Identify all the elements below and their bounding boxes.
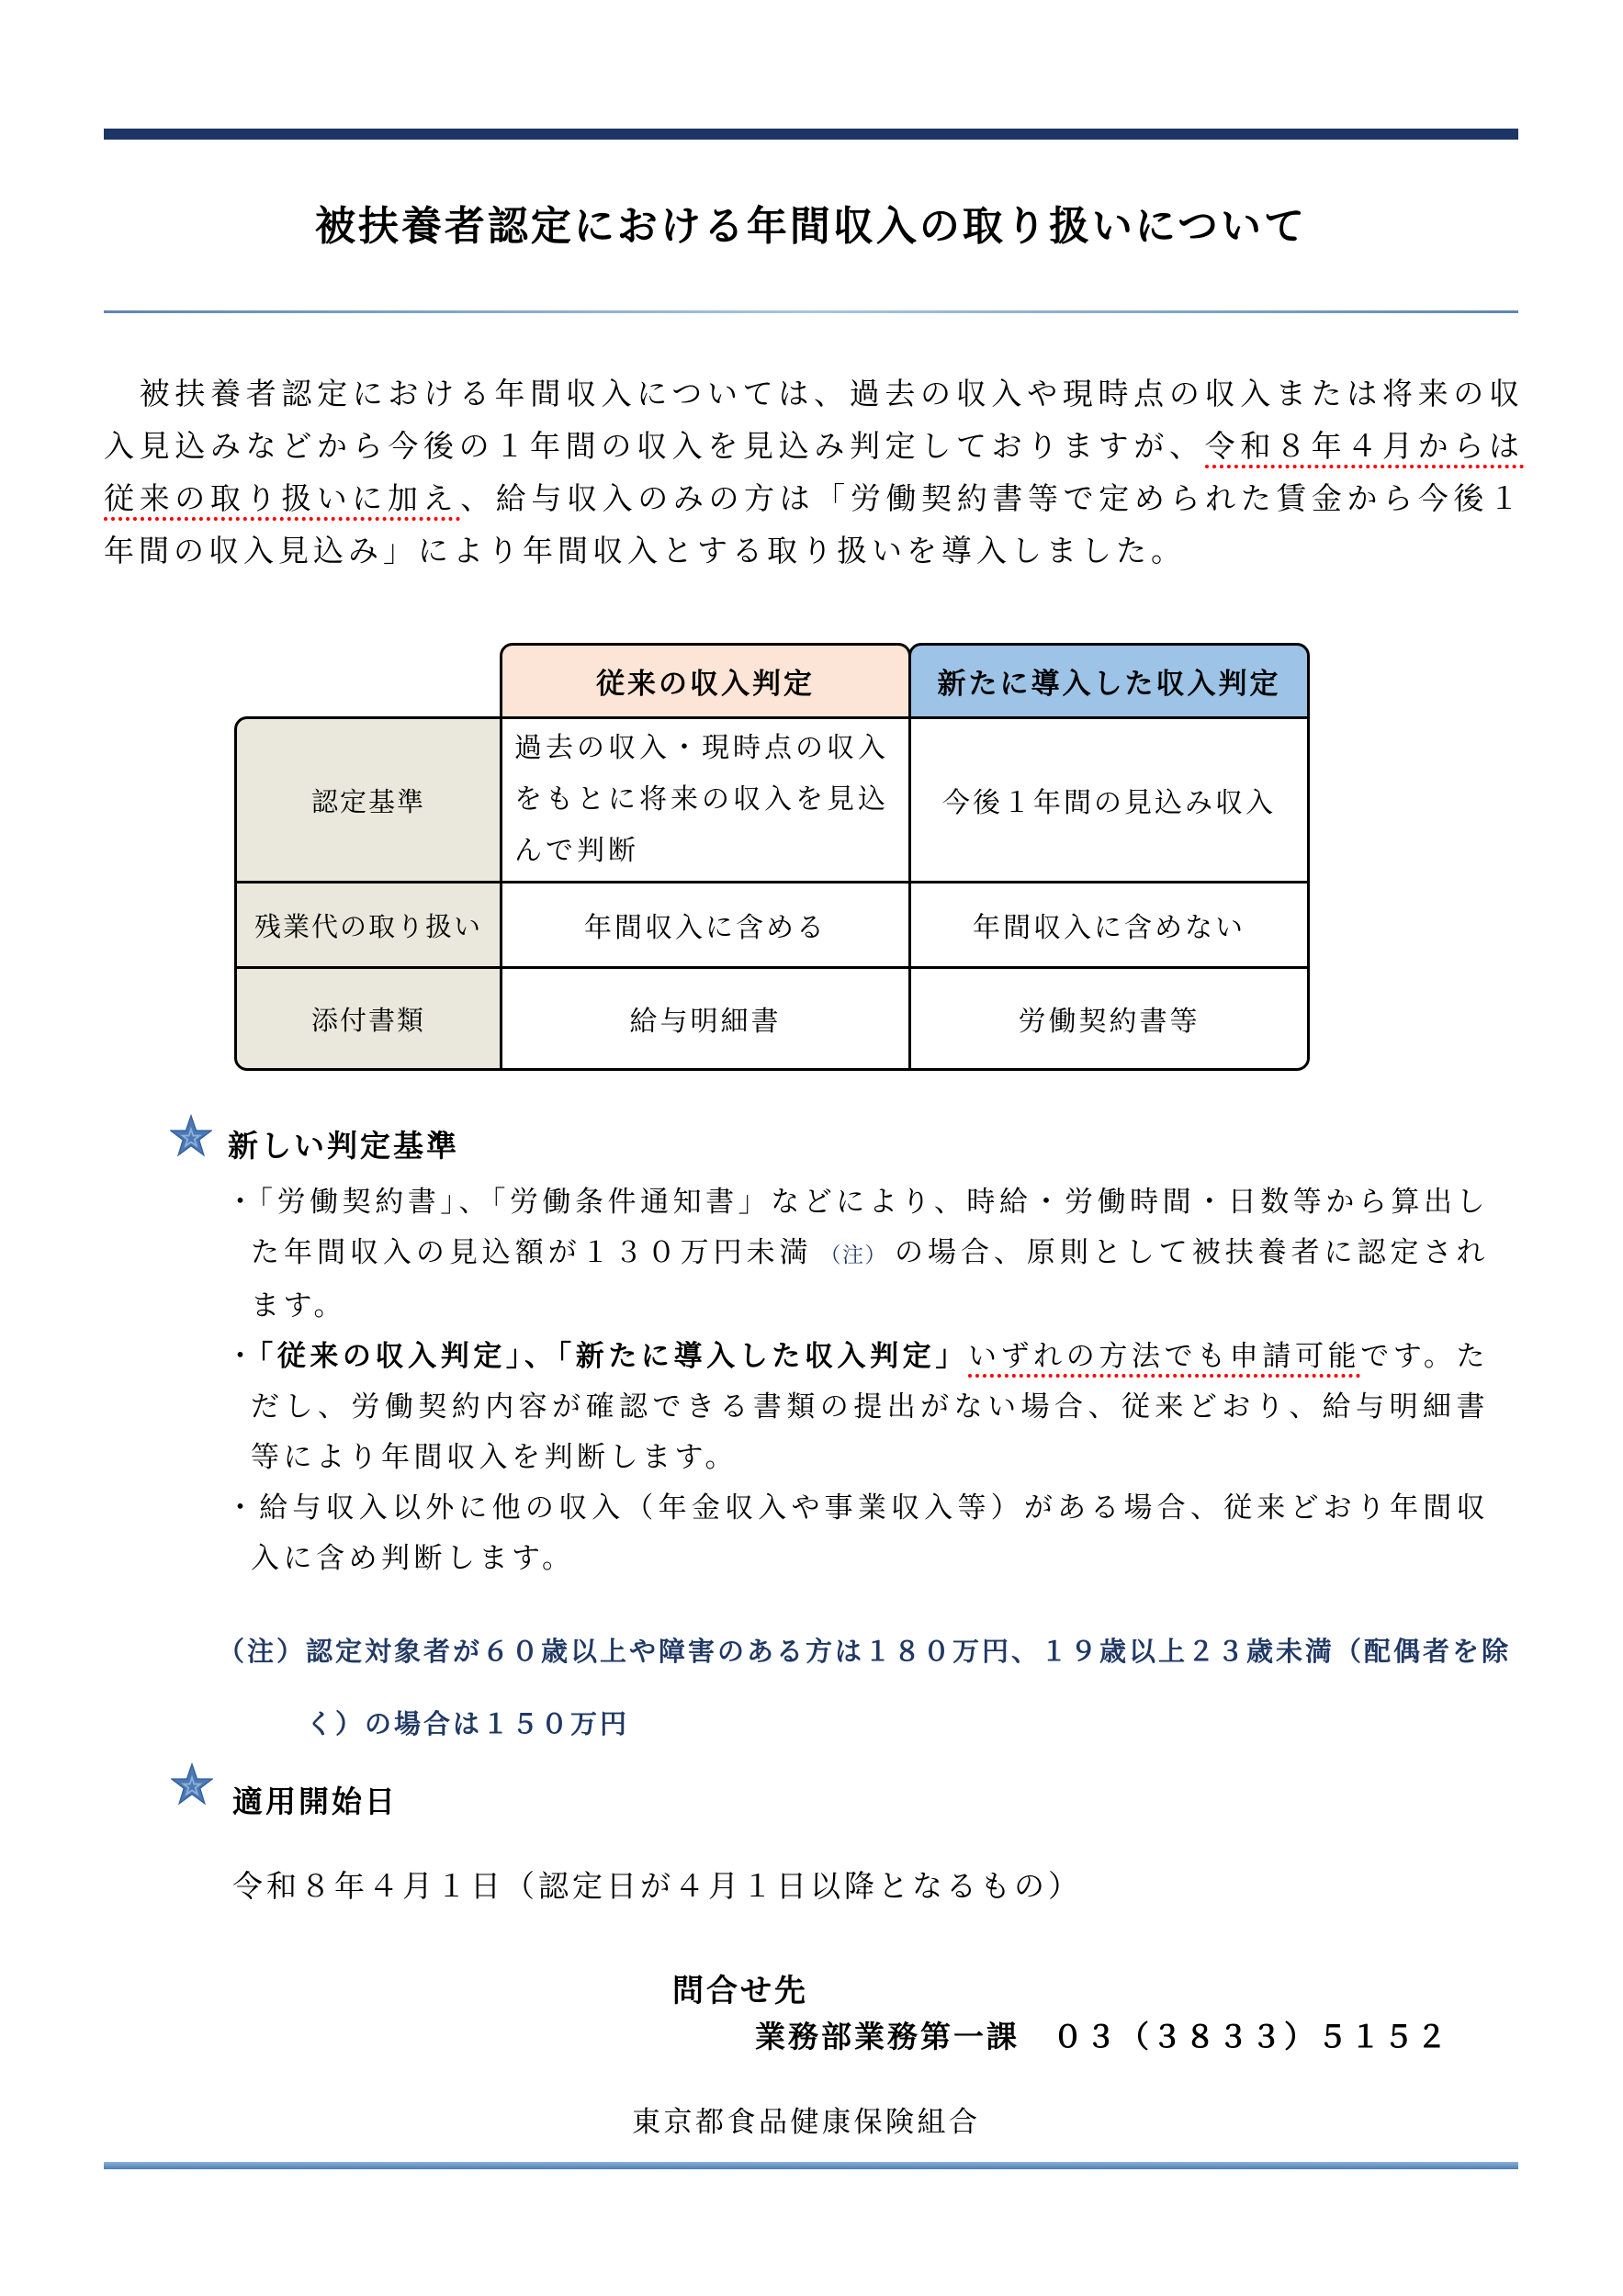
organization-name: 東京都食品健康保険組合: [632, 2106, 981, 2138]
bullet-marker: ・: [226, 1186, 259, 1218]
bullet-marker: ・: [226, 1340, 259, 1372]
cell-documents-new: 労働契約書等: [908, 966, 1310, 1071]
bullet1-note-ref: （注）: [819, 1243, 887, 1266]
footnote-block: [218, 1616, 1548, 1761]
bullet-marker: ・: [226, 1491, 260, 1524]
cell-overtime-new: 年間収入に含めない: [908, 881, 1310, 969]
table-header-new-method: 新たに導入した収入判定: [908, 643, 1310, 719]
row-label-overtime: 残業代の取り扱い: [234, 881, 502, 969]
star-icon: [171, 1761, 213, 1807]
top-accent-bar: [104, 129, 1518, 140]
bullet2-underlined-phrase: いずれの方法でも申請可能: [968, 1340, 1360, 1378]
intro-text-2: 、給与収入のみの方は「労働契約書等で定められた賃金から今後１年間の収入見込み」により年間収入とする取り扱いを導入しました。: [104, 481, 1524, 568]
page-title: 被扶養者認定における年間収入の取り扱いについて: [314, 204, 1308, 249]
footnote-text: 認定対象者が６０歳以上や障害のある方は１８０万円、１９歳以上２３歳未満（配偶者を除く）の場合は１５０万円: [306, 1638, 1512, 1739]
contact-label: 問合せ先: [672, 1974, 808, 2009]
bullet-item-1: [226, 1176, 1489, 1331]
table-header-old-method: 従来の収入判定: [500, 643, 911, 719]
cell-criteria-new: 今後１年間の見込み収入: [908, 716, 1310, 884]
row-label-criteria: 認定基準: [234, 716, 502, 884]
bullet3-text: 給与収入以外に他の収入（年金収入や事業収入等）がある場合、従来どおり年間収入に含め判断します。: [251, 1491, 1489, 1574]
bullet2-bold-phrase: 「従来の収入判定」、「新たに導入した収入判定」: [258, 1340, 968, 1372]
bullet1-text-1: 「労働契約書」、「労働条件通知書」などにより、時給・労働時間・日数等から算出した年間収入の見込額が１３０万円未満: [251, 1186, 1490, 1268]
cell-documents-old: 給与明細書: [500, 966, 911, 1071]
intro-paragraph: [104, 367, 1524, 577]
bullet-item-3: [226, 1482, 1489, 1583]
section-heading-new-criteria: 新しい判定基準: [228, 1129, 459, 1163]
star-icon: [170, 1113, 212, 1159]
start-date-text: 令和８年４月１日（認定日が４月１日以降となるもの）: [232, 1869, 1082, 1903]
row-label-documents: 添付書類: [234, 966, 502, 1071]
title-divider: [104, 310, 1518, 313]
contact-department-phone: 業務部業務第一課 ０３（３８３３）５１５２: [755, 2020, 1449, 2054]
criteria-bullet-list: [226, 1176, 1489, 1583]
bullet1-text-2: の場合、原則として被扶養者に認定されます。: [251, 1236, 1490, 1322]
bullet2-text: です。ただし、労働契約内容が確認できる書類の提出がない場合、従来どおり、給与明細書等により年間収入を判断します。: [251, 1340, 1490, 1473]
bullet-item-2: [226, 1331, 1489, 1482]
intro-text-1: 被扶養者認定における年間収入については、過去の収入や現時点の収入または将来の収入見込みなどから今後の１年間の収入を見込み判定しておりますが、: [104, 377, 1524, 463]
cell-overtime-old: 年間収入に含める: [500, 881, 911, 969]
bottom-accent-bar: [104, 2162, 1518, 2169]
footnote-marker: （注）: [218, 1638, 307, 1667]
intro-underlined-phrase: 令和８年４月からは従来の取り扱いに加え: [104, 429, 1524, 521]
income-judgment-table: [234, 643, 1310, 1071]
cell-criteria-old: 過去の収入・現時点の収入をもとに将来の収入を見込んで判断: [500, 716, 911, 884]
section-heading-start-date: 適用開始日: [232, 1784, 398, 1818]
